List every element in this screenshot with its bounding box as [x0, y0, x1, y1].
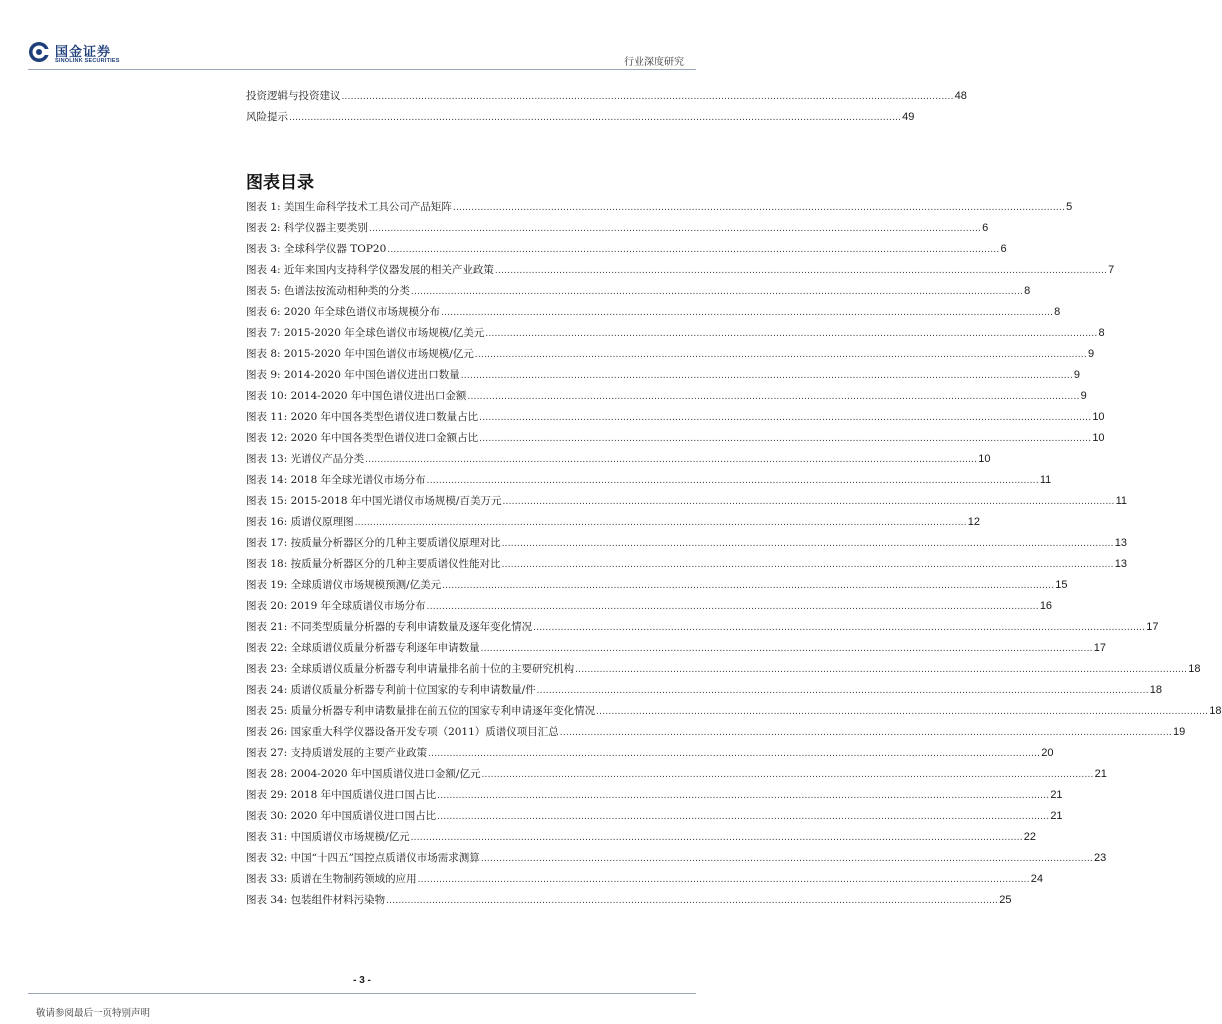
toc-entry[interactable] — [246, 472, 1052, 493]
toc-entry[interactable] — [246, 220, 989, 241]
report-type: 行业深度研究 — [624, 57, 684, 68]
toc-leader-dots: ........................................................................................................................................................................................................ — [437, 791, 1050, 801]
toc-entry-page: 23 — [1093, 852, 1107, 864]
toc-leader-dots: ........................................................................................................................................................................................................ — [368, 224, 982, 234]
toc-leader-dots: ........................................................................................................................................................................................................ — [442, 581, 1055, 591]
toc-entry-page: 19 — [1172, 726, 1186, 738]
toc-entry[interactable] — [246, 88, 967, 109]
toc-entry-page: 13 — [1114, 558, 1127, 570]
toc-leader-dots: ........................................................................................................................................................................................................ — [575, 665, 1188, 675]
toc-entry-label: 图表 32: 中国“十四五”国控点质谱仪市场需求测算 — [246, 852, 480, 864]
toc-leader-dots: ........................................................................................................................................................................................................ — [474, 350, 1087, 360]
toc-leader-dots: ........................................................................................................................................................................................................ — [452, 203, 1066, 213]
toc-entry-page: 10 — [1092, 411, 1105, 423]
header-divider — [28, 69, 696, 70]
toc-entry-page: 9 — [1080, 390, 1087, 402]
toc-entry-page: 8 — [1098, 327, 1105, 339]
toc-entry-page: 10 — [978, 453, 991, 465]
figures-section-title: 图表目录 — [246, 173, 314, 193]
toc-entry-page: 11 — [1115, 495, 1128, 507]
toc-entry-label: 图表 8: 2015-2020 年中国色谱仪市场规模/亿元 — [246, 348, 474, 360]
toc-entry[interactable] — [246, 766, 1107, 787]
toc-entry-page: 20 — [1041, 747, 1054, 759]
toc-entry-label: 图表 19: 全球质谱仪市场规模预测/亿美元 — [246, 579, 442, 591]
toc-entry-page: 16 — [1039, 600, 1053, 612]
toc-entry-label: 图表 26: 国家重大科学仪器设备开发专项（2011）质谱仪项目汇总 — [246, 726, 559, 738]
toc-entry-page: 25 — [999, 894, 1012, 906]
company-logo — [28, 41, 138, 67]
toc-leader-dots: ........................................................................................................................................................................................................ — [536, 686, 1149, 696]
toc-leader-dots: ........................................................................................................................................................................................................ — [467, 392, 1080, 402]
figures-list — [246, 199, 1222, 913]
toc-entry[interactable] — [246, 724, 1186, 745]
toc-entry[interactable] — [246, 808, 1063, 829]
toc-leader-dots: ........................................................................................................................................................................................................ — [479, 413, 1092, 423]
toc-entry-page: 18 — [1209, 705, 1222, 717]
toc-entry-label: 图表 24: 质谱仪质量分析器专利前十位国家的专利申请数量/件 — [246, 684, 536, 696]
toc-entry[interactable] — [246, 850, 1107, 871]
toc-leader-dots: ........................................................................................................................................................................................................ — [480, 644, 1093, 654]
toc-leader-dots: ........................................................................................................................................................................................................ — [354, 518, 967, 528]
toc-entry-page: 12 — [967, 516, 980, 528]
toc-leader-dots: ........................................................................................................................................................................................................ — [494, 266, 1108, 276]
toc-entry-page: 15 — [1055, 579, 1068, 591]
toc-entry[interactable] — [246, 109, 915, 130]
toc-entry[interactable] — [246, 682, 1163, 703]
toc-entry[interactable] — [246, 199, 1073, 220]
logo-text-cn: 国金证券 — [55, 45, 112, 60]
toc-entry-label: 图表 25: 质量分析器专利申请数量排在前五位的国家专利申请逐年变化情况 — [246, 705, 596, 717]
toc-entry-label: 图表 30: 2020 年中国质谱仪进口国占比 — [246, 810, 437, 822]
toc-entry[interactable] — [246, 787, 1063, 808]
sinolink-logo-icon — [28, 41, 50, 63]
toc-entry-label: 图表 23: 全球质谱仪质量分析器专利申请量排名前十位的主要研究机构 — [246, 663, 575, 675]
toc-entry[interactable] — [246, 892, 1012, 913]
toc-entry[interactable] — [246, 535, 1127, 556]
toc-section-list — [246, 88, 967, 130]
toc-entry[interactable] — [246, 241, 1007, 262]
toc-entry-label: 图表 22: 全球质谱仪质量分析器专利逐年申请数量 — [246, 642, 480, 654]
footer-divider — [28, 993, 696, 994]
toc-entry-page: 11 — [1039, 474, 1052, 486]
toc-leader-dots: ........................................................................................................................................................................................................ — [426, 602, 1039, 612]
toc-entry-label: 图表 15: 2015-2018 年中国光谱仪市场规模/百美万元 — [246, 495, 502, 507]
toc-entry-label: 图表 28: 2004-2020 年中国质谱仪进口金额/亿元 — [246, 768, 481, 780]
toc-entry[interactable] — [246, 325, 1105, 346]
toc-leader-dots: ........................................................................................................................................................................................................ — [480, 854, 1093, 864]
toc-entry[interactable] — [246, 556, 1127, 577]
toc-entry-page: 18 — [1149, 684, 1163, 696]
footer-disclaimer: 敬请参阅最后一页特别声明 — [36, 1008, 151, 1019]
toc-entry[interactable] — [246, 871, 1043, 892]
toc-entry-label: 图表 3: 全球科学仪器 TOP20 — [246, 243, 387, 255]
toc-entry[interactable] — [246, 703, 1222, 724]
toc-entry[interactable] — [246, 640, 1106, 661]
toc-leader-dots: ........................................................................................................................................................................................................ — [365, 455, 978, 465]
toc-entry[interactable] — [246, 619, 1159, 640]
toc-entry[interactable] — [246, 493, 1128, 514]
toc-entry-page: 21 — [1094, 768, 1107, 780]
toc-entry-label: 图表 14: 2018 年全球光谱仪市场分布 — [246, 474, 426, 486]
toc-entry[interactable] — [246, 304, 1061, 325]
toc-entry-label: 风险提示 — [246, 111, 288, 123]
toc-entry-label: 图表 4: 近年来国内支持科学仪器发展的相关产业政策 — [246, 264, 494, 276]
toc-entry-label: 图表 1: 美国生命科学技术工具公司产品矩阵 — [246, 201, 452, 213]
toc-entry-label: 图表 20: 2019 年全球质谱仪市场分布 — [246, 600, 426, 612]
toc-leader-dots: ........................................................................................................................................................................................................ — [426, 476, 1039, 486]
page-number: - 3 - — [353, 975, 371, 986]
toc-entry-page: 9 — [1087, 348, 1095, 360]
toc-entry-page: 8 — [1054, 306, 1061, 318]
toc-entry-page: 22 — [1023, 831, 1037, 843]
toc-entry[interactable] — [246, 367, 1081, 388]
toc-entry[interactable] — [246, 598, 1053, 619]
logo-text-en: SINOLINK SECURITIES — [55, 58, 120, 64]
toc-leader-dots: ........................................................................................................................................................................................................ — [410, 833, 1023, 843]
toc-entry-page: 6 — [982, 222, 989, 234]
toc-leader-dots: ........................................................................................................................................................................................................ — [341, 92, 954, 102]
toc-entry[interactable] — [246, 346, 1095, 367]
toc-entry[interactable] — [246, 451, 991, 472]
toc-entry[interactable] — [246, 514, 980, 535]
toc-entry-label: 图表 34: 包装组件材料污染物 — [246, 894, 386, 906]
toc-leader-dots: ........................................................................................................................................................................................................ — [501, 560, 1114, 570]
toc-leader-dots: ........................................................................................................................................................................................................ — [428, 749, 1041, 759]
toc-entry[interactable] — [246, 661, 1201, 682]
toc-entry-label: 投资逻辑与投资建议 — [246, 90, 341, 102]
toc-leader-dots: ........................................................................................................................................................................................................ — [386, 896, 999, 906]
toc-leader-dots: ........................................................................................................................................................................................................ — [502, 497, 1115, 507]
toc-entry-label: 图表 5: 色谱法按流动相种类的分类 — [246, 285, 410, 297]
toc-entry-label: 图表 10: 2014-2020 年中国色谱仪进出口金额 — [246, 390, 467, 402]
toc-entry-label: 图表 11: 2020 年中国各类型色谱仪进口数量占比 — [246, 411, 479, 423]
toc-leader-dots: ........................................................................................................................................................................................................ — [533, 623, 1146, 633]
toc-entry-label: 图表 27: 支持质谱发展的主要产业政策 — [246, 747, 428, 759]
toc-entry-page: 48 — [954, 90, 967, 102]
toc-leader-dots: ........................................................................................................................................................................................................ — [460, 371, 1073, 381]
toc-entry-label: 图表 18: 按质量分析器区分的几种主要质谱仪性能对比 — [246, 558, 501, 570]
toc-leader-dots: ........................................................................................................................................................................................................ — [485, 329, 1098, 339]
toc-entry-page: 5 — [1066, 201, 1073, 213]
toc-leader-dots: ........................................................................................................................................................................................................ — [559, 728, 1172, 738]
toc-entry[interactable] — [246, 430, 1105, 451]
toc-entry-label: 图表 13: 光谱仪产品分类 — [246, 453, 365, 465]
toc-entry-page: 10 — [1092, 432, 1105, 444]
toc-entry-label: 图表 33: 质谱在生物制药领域的应用 — [246, 873, 417, 885]
toc-entry-page: 18 — [1188, 663, 1201, 675]
toc-entry[interactable] — [246, 829, 1037, 850]
toc-entry-page: 21 — [1050, 810, 1063, 822]
toc-entry-page: 9 — [1073, 369, 1081, 381]
toc-entry-label: 图表 2: 科学仪器主要类别 — [246, 222, 368, 234]
toc-entry-label: 图表 21: 不同类型质量分析器的专利申请数量及逐年变化情况 — [246, 621, 533, 633]
toc-entry-page: 7 — [1108, 264, 1115, 276]
toc-leader-dots: ........................................................................................................................................................................................................ — [417, 875, 1030, 885]
toc-entry-page: 49 — [902, 111, 915, 123]
toc-leader-dots: ........................................................................................................................................................................................................ — [289, 113, 902, 123]
toc-leader-dots: ........................................................................................................................................................................................................ — [481, 770, 1094, 780]
toc-leader-dots: ........................................................................................................................................................................................................ — [479, 434, 1092, 444]
toc-entry-label: 图表 16: 质谱仪原理图 — [246, 516, 354, 528]
toc-entry[interactable] — [246, 262, 1115, 283]
toc-entry-label: 图表 17: 按质量分析器区分的几种主要质谱仪原理对比 — [246, 537, 501, 549]
toc-entry-label: 图表 9: 2014-2020 年中国色谱仪进出口数量 — [246, 369, 460, 381]
toc-entry[interactable] — [246, 745, 1054, 766]
toc-leader-dots: ........................................................................................................................................................................................................ — [596, 707, 1209, 717]
page-header — [0, 0, 724, 72]
toc-entry-page: 13 — [1114, 537, 1127, 549]
toc-entry-page: 21 — [1050, 789, 1063, 801]
toc-leader-dots: ........................................................................................................................................................................................................ — [437, 812, 1050, 822]
toc-entry-page: 24 — [1030, 873, 1043, 885]
toc-entry-page: 8 — [1024, 285, 1031, 297]
toc-leader-dots: ........................................................................................................................................................................................................ — [410, 287, 1024, 297]
toc-entry[interactable] — [246, 409, 1105, 430]
toc-entry-label: 图表 29: 2018 年中国质谱仪进口国占比 — [246, 789, 437, 801]
toc-entry[interactable] — [246, 577, 1068, 598]
toc-entry-page: 6 — [1000, 243, 1007, 255]
toc-entry-label: 图表 31: 中国质谱仪市场规模/亿元 — [246, 831, 410, 843]
toc-leader-dots: ........................................................................................................................................................................................................ — [387, 245, 1000, 255]
toc-leader-dots: ........................................................................................................................................................................................................ — [501, 539, 1114, 549]
toc-entry-page: 17 — [1146, 621, 1159, 633]
toc-entry-label: 图表 12: 2020 年中国各类型色谱仪进口金额占比 — [246, 432, 479, 444]
toc-entry-page: 17 — [1093, 642, 1106, 654]
toc-entry[interactable] — [246, 388, 1087, 409]
toc-entry-label: 图表 7: 2015-2020 年全球色谱仪市场规模/亿美元 — [246, 327, 485, 339]
toc-entry-label: 图表 6: 2020 年全球色谱仪市场规模分布 — [246, 306, 440, 318]
toc-leader-dots: ........................................................................................................................................................................................................ — [440, 308, 1054, 318]
toc-entry[interactable] — [246, 283, 1031, 304]
